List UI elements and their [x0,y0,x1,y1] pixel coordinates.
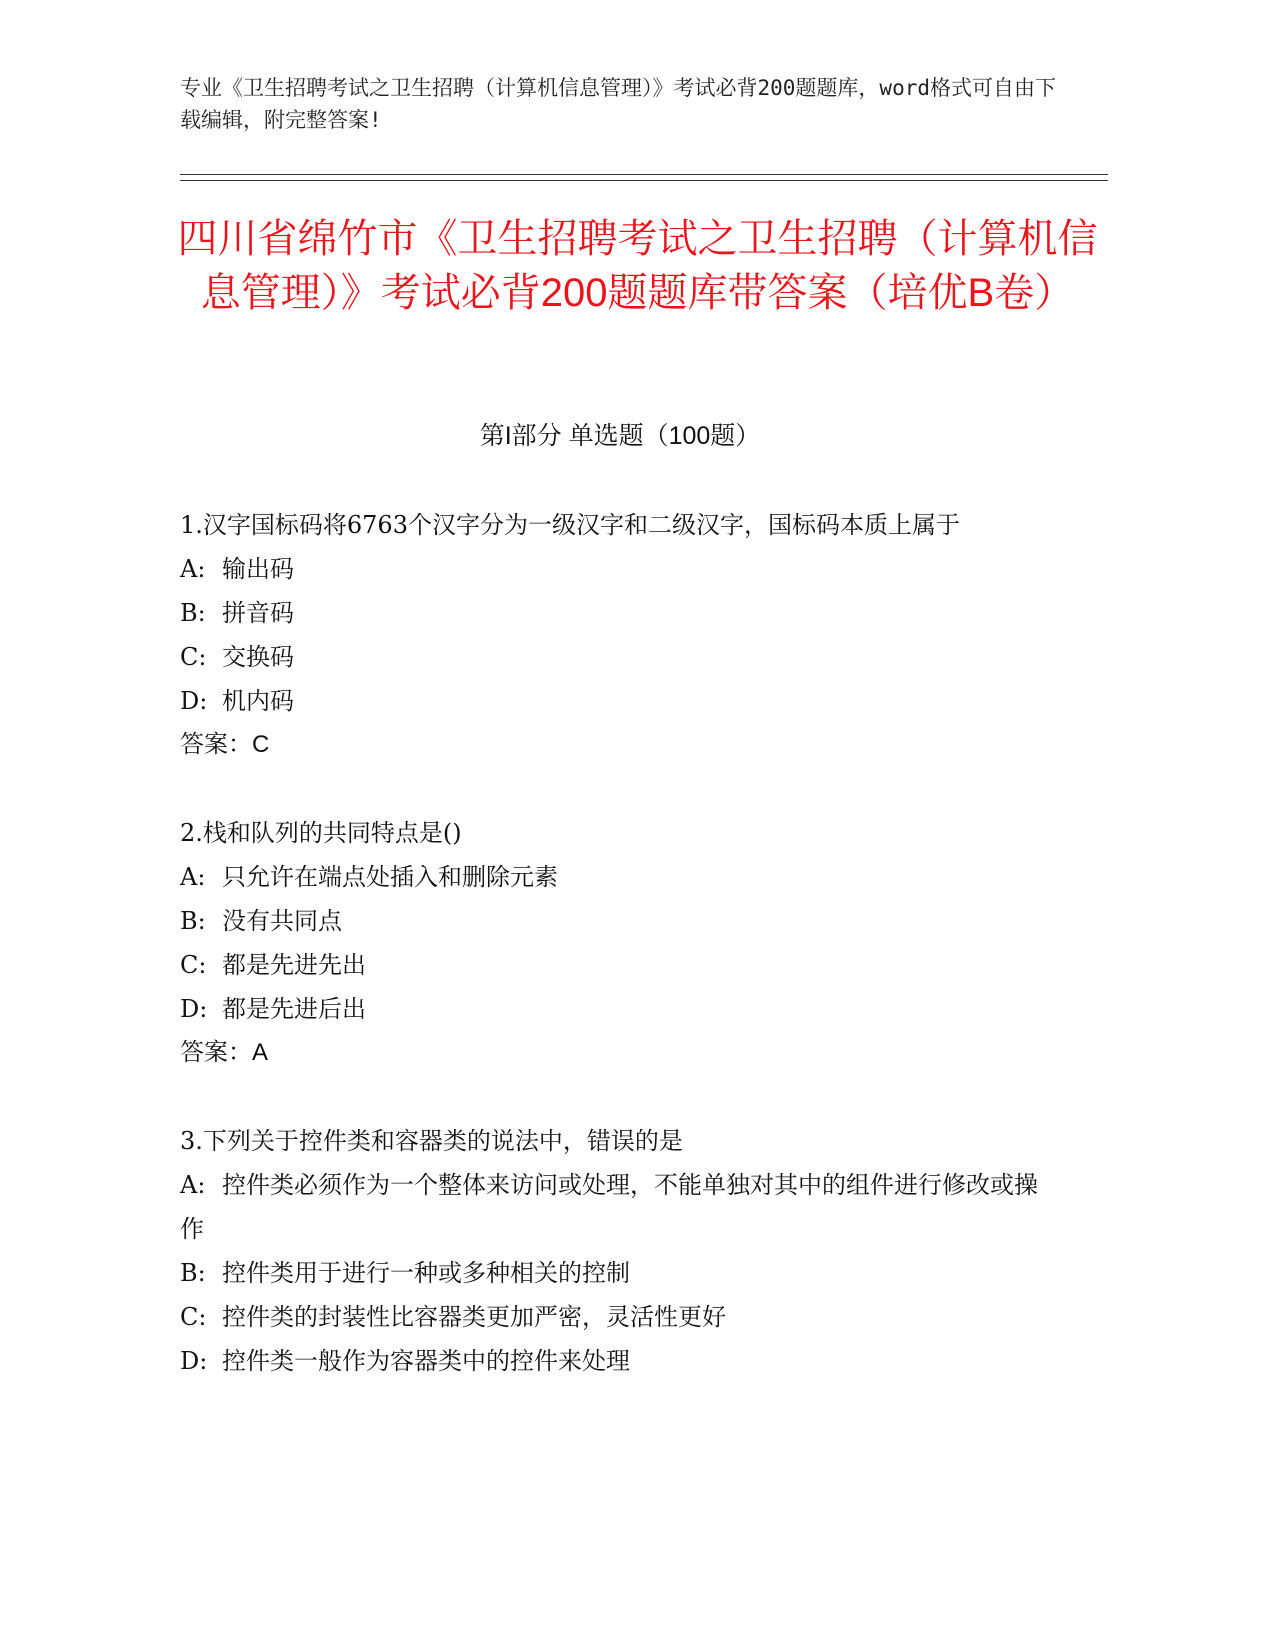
option-a [180,547,1060,591]
question-3 [180,1119,1060,1383]
option-text: 拼音码 [222,599,294,627]
option-letter: D: [180,995,208,1023]
option-b [180,899,1060,943]
option-letter: D: [180,1347,208,1375]
option-letter: D: [180,687,208,715]
question-2 [180,811,1060,1075]
header-note: 专业《卫生招聘考试之卫生招聘（计算机信息管理）》考试必背200题题库，word格式可自由下载编辑，附完整答案! [180,76,1056,132]
option-b [180,1251,1060,1295]
option-a [180,855,1060,899]
option-text: 只允许在端点处插入和删除元素 [222,863,558,891]
option-text: 机内码 [222,687,294,715]
header-divider [180,174,1108,181]
option-text: 控件类必须作为一个整体来访问或处理，不能单独对其中的组件进行修改或操作 [180,1171,1038,1243]
question-stem: 2.栈和队列的共同特点是() [180,819,462,847]
option-letter: A: [180,555,206,583]
option-text: 都是先进后出 [222,995,366,1023]
option-letter: B: [180,599,206,627]
option-d [180,679,1060,723]
option-letter: A: [180,1171,206,1199]
option-text: 控件类的封装性比容器类更加严密，灵活性更好 [222,1303,726,1331]
option-text: 交换码 [222,643,294,671]
question-1 [180,503,1060,767]
option-letter: A: [180,863,206,891]
option-d [180,987,1060,1031]
option-letter: C: [180,1303,207,1331]
section-heading: 第I部分 单选题（100题） [479,422,761,450]
option-a [180,1163,1060,1251]
option-text: 输出码 [222,555,294,583]
question-stem: 1.汉字国标码将6763个汉字分为一级汉字和二级汉字，国标码本质上属于 [180,511,960,539]
option-text: 控件类用于进行一种或多种相关的控制 [222,1259,630,1287]
answer-line: 答案：A [180,1039,269,1066]
option-d [180,1339,1060,1383]
option-letter: C: [180,643,207,671]
document-title: 四川省绵竹市《卫生招聘考试之卫生招聘（计算机信息管理）》考试必背200题题库带答案（培优B卷） [177,217,1098,315]
option-text: 没有共同点 [222,907,342,935]
option-c [180,943,1060,987]
question-stem: 3.下列关于控件类和容器类的说法中，错误的是 [180,1127,683,1155]
answer-line: 答案：C [180,731,270,758]
option-b [180,591,1060,635]
option-letter: B: [180,907,206,935]
option-letter: B: [180,1259,206,1287]
option-text: 都是先进先出 [222,951,366,979]
question-list [180,503,1060,1383]
option-text: 控件类一般作为容器类中的控件来处理 [222,1347,630,1375]
option-c [180,635,1060,679]
option-letter: C: [180,951,207,979]
option-c [180,1295,1060,1339]
